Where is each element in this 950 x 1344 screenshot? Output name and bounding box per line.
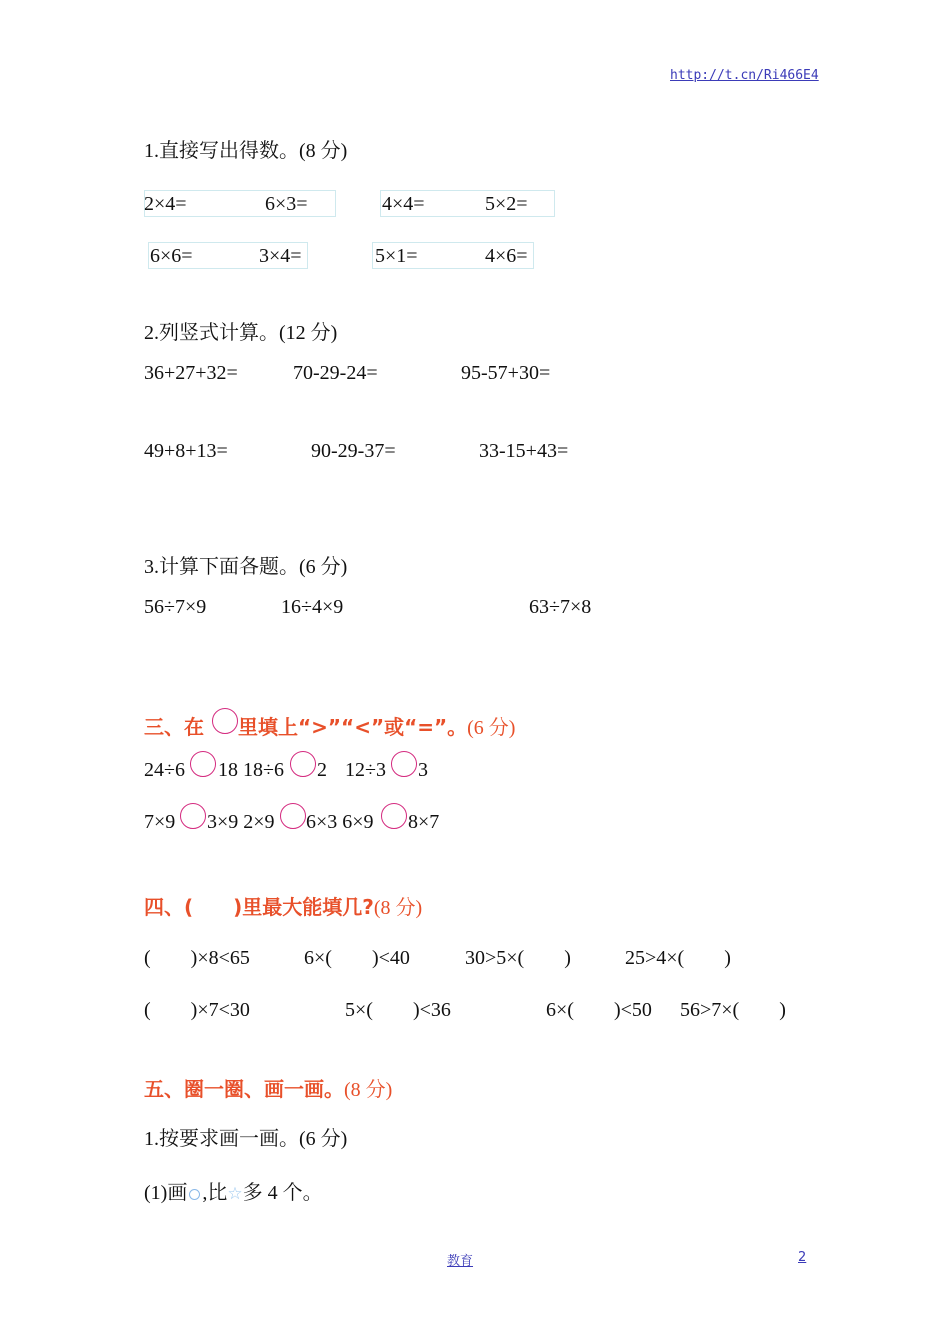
s1-title: 1.直接写出得数。(8 分): [144, 140, 348, 162]
s3-r1-q3: 63÷7×8: [529, 596, 592, 618]
s1-r1-q2: 6×3=: [265, 193, 308, 215]
san-r1-t3: 2: [317, 759, 327, 781]
s1-r2-q2: 3×4=: [259, 245, 302, 267]
s2-r2-q1: 49+8+13=: [144, 440, 228, 462]
s1-r1-q3: 4×4=: [382, 193, 425, 215]
san-r2-t2: 3×9 2×9: [207, 811, 275, 833]
compare-circle-icon[interactable]: [381, 803, 407, 829]
compare-circle-icon[interactable]: [280, 803, 306, 829]
san-r2-t4: 8×7: [408, 811, 440, 833]
si-r1-q1: ( )×8<65: [144, 947, 250, 969]
si-r1-q3: 30>5×( ): [465, 947, 571, 969]
wu-q1-c: 多 4 个。: [242, 1182, 323, 1204]
s2-r1-q2: 70-29-24=: [293, 362, 378, 384]
star-icon: ☆: [227, 1184, 243, 1203]
s1-r1-q4: 5×2=: [485, 193, 528, 215]
si-title-text: 四、( )里最大能填几?: [144, 895, 374, 919]
san-r1-t5: 3: [418, 759, 428, 781]
wu-q1-a: (1)画: [144, 1182, 188, 1204]
s1-r1-q1: 2×4=: [144, 193, 187, 215]
san-title-end: [238, 715, 515, 740]
compare-circle-icon[interactable]: [290, 751, 316, 777]
san-title-text: 里填上“>”“<”或“=”。: [238, 715, 468, 739]
compare-circle-icon[interactable]: [391, 751, 417, 777]
page-number: 2: [798, 1250, 807, 1265]
wu-sub1: 1.按要求画一画。(6 分): [144, 1128, 348, 1150]
wu-title-text: 五、圈一圈、画一画。: [144, 1077, 344, 1101]
si-r2-q4: 56>7×( ): [680, 999, 786, 1021]
header-url[interactable]: http://t.cn/Ri466E4: [670, 68, 819, 83]
si-points: (8 分): [373, 897, 423, 919]
wu-q1: [144, 1181, 323, 1206]
san-title-start: 三、在: [144, 715, 204, 739]
s2-title: 2.列竖式计算。(12 分): [144, 322, 338, 344]
compare-circle-icon[interactable]: [180, 803, 206, 829]
san-points: (6 分): [467, 717, 516, 739]
san-r2-t3: 6×3 6×9: [306, 811, 374, 833]
san-r1-t2: 18 18÷6: [218, 759, 284, 781]
si-r2-q1: ( )×7<30: [144, 999, 250, 1021]
compare-circle-icon: [212, 708, 238, 734]
si-r1-q4: 25>4×( ): [625, 947, 731, 969]
wu-q1-b: ,比: [202, 1182, 228, 1204]
san-r1-t1: 24÷6: [144, 759, 185, 781]
san-r1-t4: 12÷3: [345, 759, 386, 781]
s1-r2-q3: 5×1=: [375, 245, 418, 267]
si-title: [144, 895, 422, 920]
s1-r2-q1: 6×6=: [150, 245, 193, 267]
s3-r1-q2: 16÷4×9: [281, 596, 344, 618]
footer-label[interactable]: 教育: [447, 1254, 474, 1269]
s2-r1-q3: 95-57+30=: [461, 362, 551, 384]
wu-points: (8 分): [344, 1079, 393, 1101]
s1-r2-q4: 4×6=: [485, 245, 528, 267]
s2-r2-q3: 33-15+43=: [479, 440, 569, 462]
si-r1-q2: 6×( )<40: [304, 947, 410, 969]
s2-r1-q1: 36+27+32=: [144, 362, 238, 384]
si-r2-q3: 6×( )<50: [546, 999, 652, 1021]
s2-r2-q2: 90-29-37=: [311, 440, 396, 462]
si-r2-q2: 5×( )<36: [345, 999, 451, 1021]
s3-title: 3.计算下面各题。(6 分): [144, 556, 348, 578]
compare-circle-icon[interactable]: [190, 751, 216, 777]
s3-r1-q1: 56÷7×9: [144, 596, 207, 618]
san-r2-t1: 7×9: [144, 811, 176, 833]
small-circle-icon: [189, 1189, 200, 1200]
wu-title: [144, 1077, 392, 1102]
